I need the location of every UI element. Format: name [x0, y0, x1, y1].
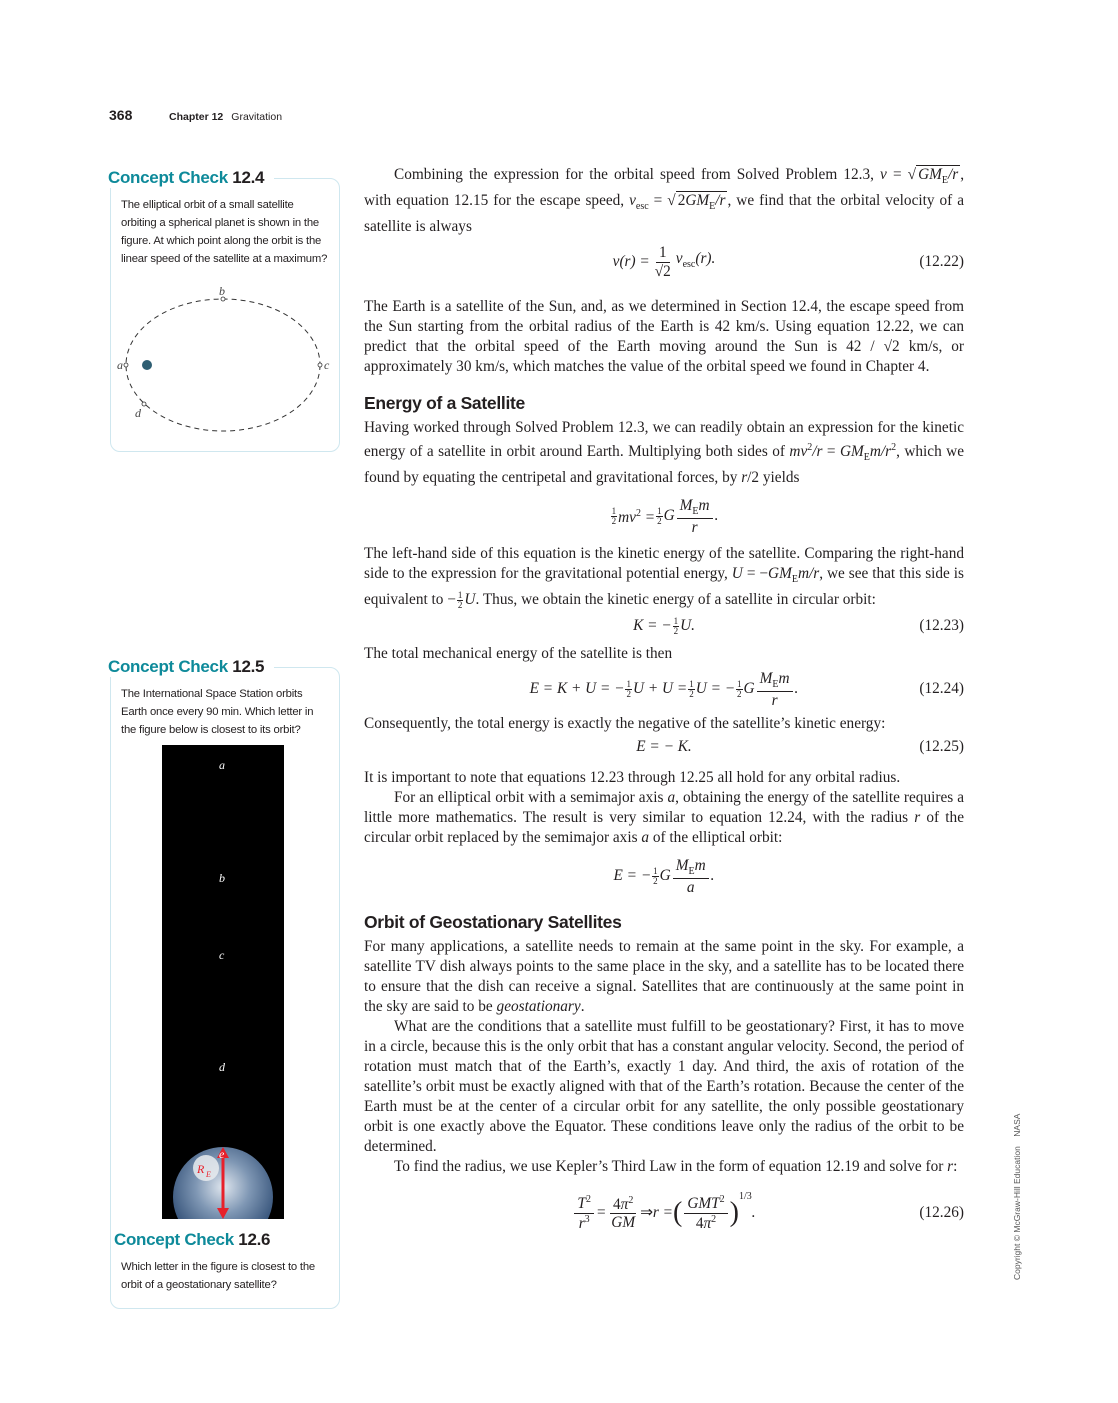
svg-text:b: b: [219, 871, 225, 885]
svg-text:a: a: [117, 358, 123, 372]
svg-text:E: E: [206, 1170, 211, 1179]
chapter-label: Chapter 12: [169, 111, 224, 123]
svg-text:d: d: [219, 1060, 225, 1074]
svg-text:c: c: [219, 948, 225, 962]
concept-check-title: Concept Check 12.4: [108, 168, 274, 188]
paragraph: It is important to note that equations 12.23 through 12.25 all hold for any orbital radius.: [364, 769, 901, 787]
equation-12-25: E = − K. (12.25): [636, 738, 964, 756]
planet-icon: [142, 360, 152, 370]
section-heading-geostationary: Orbit of Geostationary Satellites: [364, 912, 622, 933]
paragraph: The left-hand side of this equation is the kinetic energy of the satellite. Comparing the right-hand side to the expression for the gravitational potential energy, $U = -GM_Em/r$, we see that this side is equivalent to − $\frac{1}{2}$ U. Thus, we obtain the kinetic energy of a satellite in circular orbit:: [364, 545, 964, 611]
equation-12-22: v(r) = $\frac{1}{√2}$ $v_{esc}(r)$. (12.22): [612, 244, 964, 280]
chapter-title: Gravitation: [231, 111, 283, 123]
concept-check-question: The International Space Station orbits Earth once every 90 min. Which letter in the figure below is closest to its orbit?: [121, 688, 314, 736]
paragraph: For many applications, a satellite needs to remain at the same point in the sky. For example, a satellite TV dish always points to the same place in the sky, and a satellite has to be located there to ensure that the dish can receive a signal. Satellites that are continuously at the same point in the sky are said to be geostationary.: [364, 938, 964, 1016]
paragraph: To find the radius, we use Kepler’s Third Law in the form of equation 12.19 and solve for r:: [394, 1158, 958, 1176]
paragraph: Combining the expression for the orbital speed from Solved Problem 12.3, v = √ $GM_E/r$ , with equation 12.15 for the escape speed, $v_{esc}$ = √ $2GM_E/r$ , we find that the orbital velocity of a satellite is always: [364, 166, 965, 236]
elliptical-orbit-figure: [111, 284, 339, 444]
svg-text:c: c: [324, 358, 330, 372]
equation-12-24: E = K + U = − $\frac{1}{2}$ U + U = $\frac{1}{2}$ U = − $\frac{1}{2}$ G $\frac{M_Em}{r}$ . (12.24): [529, 669, 964, 709]
paragraph: Consequently, the total energy is exactly the negative of the satellite’s kinetic energy:: [364, 715, 886, 733]
svg-text:b: b: [219, 284, 225, 298]
concept-check-title: Concept Check 12.6: [114, 1230, 271, 1249]
concept-check-12-4: [108, 168, 340, 452]
earth-altitude-figure: [162, 745, 284, 1219]
paragraph: What are the conditions that a satellite must fulfill to be geostationary? First, it has to move in a circle, because this is the only orbit that has a constant angular velocity. Second, the period of rotation must match that of the Earth’s, exactly 1 day. And third, the axis of rotation of the satellite’s orbit must be exactly aligned with that of the Earth’s rotation. Because the center of the Earth must be at the center of a circular orbit for any satellite, the only possible geostationary orbit is one exactly above the Equator. These conditions leave only the radius of the orbit to be determined.: [364, 1018, 964, 1156]
svg-text:a: a: [219, 758, 225, 772]
paragraph: The total mechanical energy of the satellite is then: [364, 645, 673, 663]
concept-check-question: The elliptical orbit of a small satellite orbiting a spherical planet is shown in the figure. At which point along the orbit is the linear speed of the satellite at a maximum?: [121, 199, 328, 265]
equation-elliptical-energy: E = − $\frac{1}{2}$ G $\frac{M_Em}{a}$ .: [613, 856, 715, 896]
page-header: [109, 107, 282, 127]
svg-text:R: R: [197, 1162, 205, 1176]
copyright-credit: Copyright © McGraw-Hill Education NASA: [1012, 1113, 1022, 1280]
paragraph: Having worked through Solved Problem 12.3, we can readily obtain an expression for the kinetic energy of a satellite in orbit around Earth. Multiplying both sides of $mv^2/r = GM_Em/r^2$, which we found by equating the centripetal and gravitational forces, by r/2 yields: [364, 419, 965, 487]
main-text: [364, 165, 964, 1249]
concept-check-title: Concept Check 12.5: [108, 657, 274, 677]
svg-text:d: d: [135, 406, 141, 420]
svg-text:e: e: [219, 1147, 225, 1161]
paragraph: For an elliptical orbit with a semimajor axis a, obtaining the energy of the satellite requires a little more mathematics. The result is very similar to equation 12.24, with the radius r of the circular orbit replaced by the semimajor axis a of the elliptical orbit:: [364, 789, 965, 847]
section-heading-energy: Energy of a Satellite: [364, 393, 525, 414]
equation-12-26: $\frac{T^2}{r^3}$ = $\frac{4\pi^2}{GM}$ ⇒ r = ( $\frac{GMT^2}{4\pi^2}$ ) $^{1/3}$ . (12.26): [364, 1177, 964, 1249]
page-number: 368: [109, 107, 133, 123]
paragraph: The Earth is a satellite of the Sun, and, as we determined in Section 12.4, the escape speed from the Sun starting from the orbital radius of the Earth is 42 km/s. Using equation 12.22, we can predict that the orbital speed of the Earth moving around the Sun is 42 / √2 km/s, or approximately 30 km/s, which matches the value of the orbital speed we found in Chapter 4.: [364, 298, 964, 376]
concept-check-question: Which letter in the figure is closest to the orbit of a geostationary satellite?: [121, 1261, 316, 1291]
concept-check-12-5: [108, 657, 340, 1309]
equation-kinetic: 1 2 $mv^2$ = $\frac{1}{2}$ G $\frac{M_Em}{r}$ .: [611, 496, 719, 536]
equation-12-23: K = − $\frac{1}{2}$ U. (12.23): [633, 615, 964, 636]
